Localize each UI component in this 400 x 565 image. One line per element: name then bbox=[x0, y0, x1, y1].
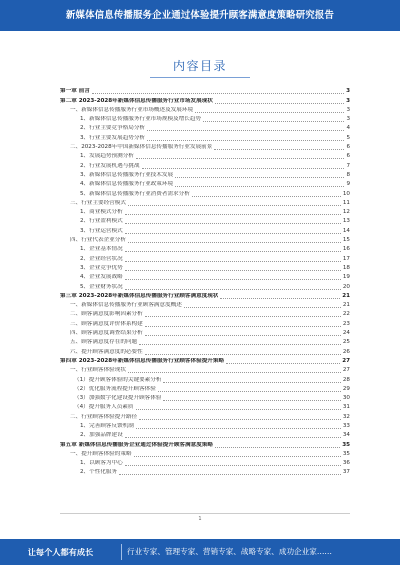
toc-entry-title: 4、企业发展战略 bbox=[80, 274, 123, 281]
toc-entry-page: 27 bbox=[342, 357, 350, 364]
toc-entry-title: （4）提升服务人员素质 bbox=[74, 404, 134, 411]
toc-entry-title: 二、2023-2028年中国新媒体信息传播服务行业发展前景 bbox=[70, 144, 213, 151]
toc-entry[interactable] bbox=[60, 421, 350, 430]
toc-leader-dots bbox=[125, 214, 341, 215]
toc-entry-page: 20 bbox=[342, 283, 350, 290]
toc-leader-dots bbox=[145, 335, 341, 336]
toc-entry[interactable] bbox=[60, 170, 350, 179]
toc-entry-title: 第二章 2023-2028年新媒体信息传播服务行业市场发展现状 bbox=[60, 97, 213, 104]
toc-entry-page: 7 bbox=[346, 162, 350, 169]
toc-entry-page: 23 bbox=[342, 320, 350, 327]
toc-leader-dots bbox=[128, 205, 341, 206]
toc-entry-page: 3 bbox=[346, 88, 350, 95]
toc-entry-title: 四、行业代表企业分析 bbox=[70, 237, 126, 244]
toc-entry-page: 16 bbox=[342, 246, 350, 253]
toc-entry[interactable] bbox=[60, 309, 350, 318]
toc-leader-dots bbox=[92, 93, 344, 94]
toc-entry-page: 14 bbox=[342, 227, 350, 234]
page-divider bbox=[60, 513, 350, 514]
toc-entry[interactable] bbox=[60, 132, 350, 141]
toc-entry-page: 9 bbox=[346, 181, 350, 188]
toc-entry-title: 3、行业主要发展趋势分析 bbox=[80, 134, 146, 141]
toc-entry-title: 1、以顾客为中心 bbox=[80, 460, 123, 467]
page-number: 1 bbox=[198, 516, 202, 522]
toc-entry[interactable] bbox=[60, 142, 350, 151]
toc-entry-title: 1、新媒体信息传播服务行业市场规模及增长趋势 bbox=[80, 116, 202, 123]
toc-entry-page: 13 bbox=[342, 218, 350, 225]
toc-entry-title: 三、顾客满意度评价体系构建 bbox=[70, 320, 143, 327]
toc-entry[interactable] bbox=[60, 346, 350, 355]
toc-entry-title: 3、企业竞争优势 bbox=[80, 264, 123, 271]
toc-entry[interactable] bbox=[60, 281, 350, 290]
footer-bar bbox=[0, 539, 400, 565]
toc-entry[interactable] bbox=[60, 328, 350, 337]
toc-leader-dots bbox=[125, 279, 341, 280]
toc-entry-page: 10 bbox=[342, 190, 350, 197]
toc-leader-dots bbox=[128, 242, 341, 243]
toc-entry-title: 2、企业经营状况 bbox=[80, 255, 123, 262]
toc-leader-dots bbox=[125, 223, 341, 224]
toc-leader-dots bbox=[158, 391, 341, 392]
toc-entry-page: 25 bbox=[342, 339, 350, 346]
toc-entry[interactable] bbox=[60, 430, 350, 439]
toc-entry-page: 12 bbox=[342, 209, 350, 216]
toc-entry-title: 六、提升顾客满意度的必要性 bbox=[70, 348, 143, 355]
toc-entry-page: 21 bbox=[342, 292, 350, 299]
toc-entry[interactable] bbox=[60, 411, 350, 420]
toc-leader-dots bbox=[125, 465, 341, 466]
toc-leader-dots bbox=[175, 186, 344, 187]
toc-leader-dots bbox=[139, 344, 341, 345]
toc-entry-page: 34 bbox=[342, 432, 350, 439]
toc-leader-dots bbox=[184, 307, 341, 308]
toc-entry-title: （1）提升顾客体验的关键要素分析 bbox=[74, 376, 162, 383]
report-header-bar bbox=[0, 0, 400, 31]
toc-entry-page: 27 bbox=[342, 367, 350, 374]
toc-entry-page: 18 bbox=[342, 264, 350, 271]
toc-entry[interactable] bbox=[60, 105, 350, 114]
toc-entry-page: 28 bbox=[342, 376, 350, 383]
toc-entry-page: 24 bbox=[342, 330, 350, 337]
toc-leader-dots bbox=[125, 270, 341, 271]
toc-entry-page: 26 bbox=[342, 348, 350, 355]
toc-leader-dots bbox=[125, 437, 341, 438]
toc-leader-dots bbox=[134, 456, 341, 457]
toc-entry[interactable] bbox=[60, 235, 350, 244]
toc-entry-page: 5 bbox=[346, 134, 350, 141]
toc-leader-dots bbox=[163, 400, 340, 401]
toc-entry-page: 17 bbox=[342, 255, 350, 262]
toc-entry-page: 36 bbox=[342, 460, 350, 467]
toc-entry[interactable] bbox=[60, 458, 350, 467]
toc-entry-page: 11 bbox=[342, 199, 350, 206]
toc-leader-dots bbox=[136, 409, 341, 410]
toc-entry-title: 一、提升顾客体验的策略 bbox=[70, 450, 132, 457]
toc-entry-title: （2）优化服务流程提升顾客体验 bbox=[74, 385, 156, 392]
toc-entry-page: 33 bbox=[342, 422, 350, 429]
toc-entry-title: 1、企业基本情况 bbox=[80, 246, 123, 253]
toc-entry-page: 6 bbox=[346, 144, 350, 151]
toc-entry[interactable] bbox=[60, 337, 350, 346]
toc-entry[interactable] bbox=[60, 207, 350, 216]
toc-leader-dots bbox=[136, 158, 345, 159]
toc-entry[interactable] bbox=[60, 384, 350, 393]
toc-entry-page: 30 bbox=[342, 395, 350, 402]
toc-entry[interactable] bbox=[60, 374, 350, 383]
toc-leader-dots bbox=[215, 447, 340, 448]
toc-entry[interactable] bbox=[60, 439, 350, 448]
table-of-contents bbox=[60, 86, 350, 476]
toc-leader-dots bbox=[220, 298, 340, 299]
toc-leader-dots bbox=[175, 177, 344, 178]
toc-entry[interactable] bbox=[60, 272, 350, 281]
toc-entry[interactable] bbox=[60, 225, 350, 234]
toc-entry-title: 五、顾客满意度存在的问题 bbox=[70, 339, 138, 346]
toc-entry-page: 29 bbox=[342, 385, 350, 392]
toc-title-underline bbox=[150, 77, 250, 78]
toc-entry[interactable] bbox=[60, 151, 350, 160]
toc-entry-page: 4 bbox=[346, 125, 350, 132]
toc-entry-title: 5、企业财务状况 bbox=[80, 283, 123, 290]
footer-tagline: 行业专家、管理专家、营销专家、战略专家、成功企业家…… bbox=[127, 547, 333, 556]
toc-entry-title: 第四章 2023-2028年新媒体信息传播服务行业顾客体验提升策略 bbox=[60, 357, 225, 364]
toc-entry-page: 35 bbox=[342, 450, 350, 457]
toc-entry-page: 22 bbox=[342, 311, 350, 318]
toc-entry-title: 第五章 新媒体信息传播服务企业通过体验提升顾客满意度策略 bbox=[60, 441, 213, 448]
toc-leader-dots bbox=[163, 382, 340, 383]
toc-entry-page: 35 bbox=[342, 441, 350, 448]
toc-entry-title: 一、新媒体信息传播服务行业市场概述及发展环境 bbox=[70, 106, 194, 113]
toc-entry-page: 3 bbox=[346, 116, 350, 123]
toc-entry-page: 6 bbox=[346, 153, 350, 160]
toc-entry-page: 3 bbox=[346, 106, 350, 113]
toc-leader-dots bbox=[119, 474, 341, 475]
toc-entry[interactable] bbox=[60, 123, 350, 132]
toc-entry-title: 1、发展趋势预测分析 bbox=[80, 153, 134, 160]
toc-entry[interactable] bbox=[60, 365, 350, 374]
toc-entry-title: 3、行业运营模式 bbox=[80, 227, 123, 234]
toc-entry-title: 4、新媒体信息传播服务行业政策环境 bbox=[80, 181, 174, 188]
toc-leader-dots bbox=[145, 354, 341, 355]
toc-entry-page: 3 bbox=[346, 97, 350, 104]
toc-entry[interactable] bbox=[60, 179, 350, 188]
toc-leader-dots bbox=[145, 316, 341, 317]
toc-entry[interactable] bbox=[60, 291, 350, 300]
toc-entry[interactable] bbox=[60, 253, 350, 262]
toc-entry-page: 37 bbox=[342, 469, 350, 476]
toc-entry[interactable] bbox=[60, 86, 350, 95]
toc-entry-title: 5、新媒体信息传播服务行业消费者需求分析 bbox=[80, 190, 190, 197]
toc-entry-title: 2、行业发展机遇与挑战 bbox=[80, 162, 140, 169]
toc-entry-title: 2、行业主要竞争格局分析 bbox=[80, 125, 146, 132]
toc-entry[interactable] bbox=[60, 188, 350, 197]
toc-entry-title: 第三章 2023-2028年新媒体信息传播服务行业顾客满意度现状 bbox=[60, 292, 219, 299]
toc-entry[interactable] bbox=[60, 300, 350, 309]
footer-slogan: 让每个人都有成长 bbox=[27, 547, 94, 557]
toc-entry-page: 21 bbox=[342, 302, 350, 309]
toc-entry[interactable] bbox=[60, 160, 350, 169]
toc-leader-dots bbox=[125, 251, 341, 252]
toc-entry[interactable] bbox=[60, 449, 350, 458]
toc-entry-page: 19 bbox=[342, 274, 350, 281]
toc-entry-title: 四、顾客满意度调查结果分析 bbox=[70, 330, 143, 337]
toc-entry[interactable] bbox=[60, 356, 350, 365]
toc-entry-page: 31 bbox=[342, 404, 350, 411]
report-title: 新媒体信息传播服务企业通过体验提升顾客满意度策略研究报告 bbox=[65, 10, 335, 21]
toc-leader-dots bbox=[226, 363, 340, 364]
toc-entry[interactable] bbox=[60, 198, 350, 207]
toc-entry-title: 第一章 前言 bbox=[60, 88, 90, 95]
toc-entry-title: 2、行业盈利模式 bbox=[80, 218, 123, 225]
toc-entry[interactable] bbox=[60, 263, 350, 272]
toc-leader-dots bbox=[125, 289, 341, 290]
toc-leader-dots bbox=[214, 149, 344, 150]
toc-entry-title: 1、商业模式分析 bbox=[80, 209, 123, 216]
toc-leader-dots bbox=[139, 419, 341, 420]
toc-entry[interactable] bbox=[60, 393, 350, 402]
toc-leader-dots bbox=[128, 372, 341, 373]
toc-leader-dots bbox=[142, 168, 345, 169]
toc-entry[interactable] bbox=[60, 114, 350, 123]
toc-entry-title: 3、新媒体信息传播服务行业技术发展 bbox=[80, 171, 174, 178]
toc-leader-dots bbox=[192, 196, 341, 197]
toc-entry[interactable] bbox=[60, 95, 350, 104]
toc-entry[interactable] bbox=[60, 216, 350, 225]
toc-leader-dots bbox=[203, 121, 344, 122]
toc-entry-title: 1、完善顾客反馈机制 bbox=[80, 422, 134, 429]
toc-entry-title: 一、新媒体信息传播服务行业顾客满意度概述 bbox=[70, 302, 182, 309]
toc-entry-title: 一、行业顾客体验现状 bbox=[70, 367, 126, 374]
toc-entry-title: 2、加强品牌建设 bbox=[80, 432, 123, 439]
toc-leader-dots bbox=[136, 428, 341, 429]
toc-entry-title: 三、行业主要经营模式 bbox=[70, 199, 126, 206]
toc-leader-dots bbox=[125, 233, 341, 234]
toc-entry[interactable] bbox=[60, 318, 350, 327]
toc-leader-dots bbox=[147, 140, 344, 141]
toc-entry[interactable] bbox=[60, 467, 350, 476]
toc-title: 内容目录 bbox=[172, 59, 227, 73]
toc-leader-dots bbox=[145, 326, 341, 327]
toc-leader-dots bbox=[195, 112, 344, 113]
toc-entry-page: 15 bbox=[342, 237, 350, 244]
toc-entry-title: 2、个性化服务 bbox=[80, 469, 118, 476]
toc-leader-dots bbox=[215, 103, 344, 104]
toc-entry[interactable] bbox=[60, 402, 350, 411]
toc-entry-page: 32 bbox=[342, 413, 350, 420]
toc-entry-title: 二、行业顾客体验提升路径 bbox=[70, 413, 138, 420]
toc-leader-dots bbox=[125, 261, 341, 262]
toc-entry-title: 二、顾客满意度影响因素分析 bbox=[70, 311, 143, 318]
toc-leader-dots bbox=[147, 130, 344, 131]
toc-entry-page: 8 bbox=[346, 171, 350, 178]
toc-entry[interactable] bbox=[60, 244, 350, 253]
toc-entry-title: （3）加强数字化建设提升顾客体验 bbox=[74, 395, 162, 402]
